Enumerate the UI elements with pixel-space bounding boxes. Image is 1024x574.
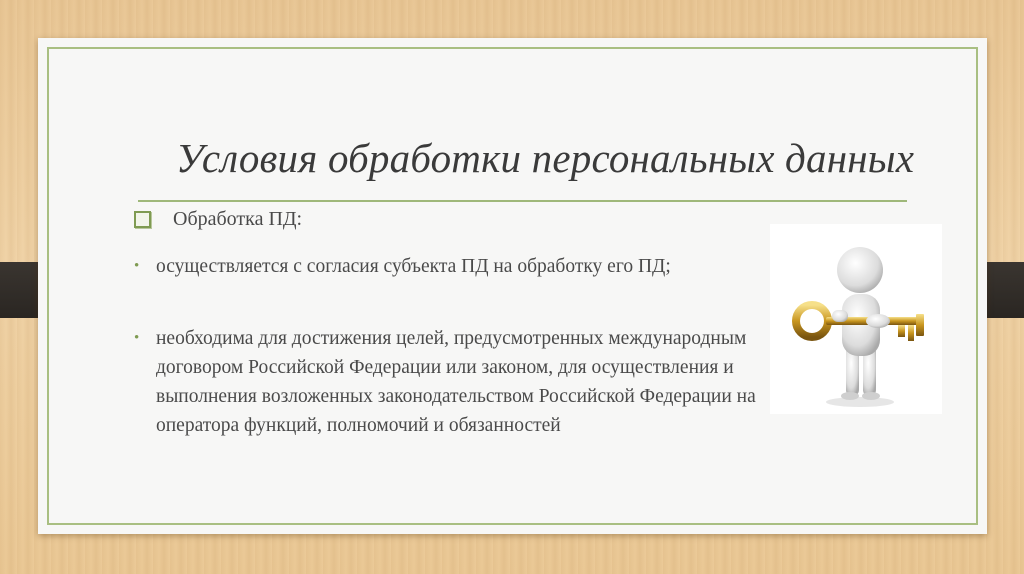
bullet-dot-icon: • [134, 330, 140, 346]
slide-title: Условия обработки персональных данных [176, 135, 915, 181]
slide-card [38, 38, 987, 534]
bullet-item [134, 252, 774, 281]
section-heading [134, 208, 302, 231]
title-divider [138, 200, 907, 202]
person-with-key-illustration [770, 224, 942, 414]
bullet-item [134, 324, 774, 440]
person-with-key-icon [770, 224, 942, 414]
section-heading-text: Обработка ПД: [173, 208, 303, 230]
checkbox-square-icon [134, 211, 151, 228]
bullet-text: осуществляется с согласия субъекта ПД на обработку его ПД; [156, 256, 671, 277]
bullet-text: необходима для достижения целей, предусмотренных международным договором Российской Федерации или законом, для осуществления и выполнения возложенных законодательством Российской Федерации на оператора функций, полномочий и обязанностей [156, 328, 756, 436]
bullet-dot-icon: • [134, 258, 140, 274]
